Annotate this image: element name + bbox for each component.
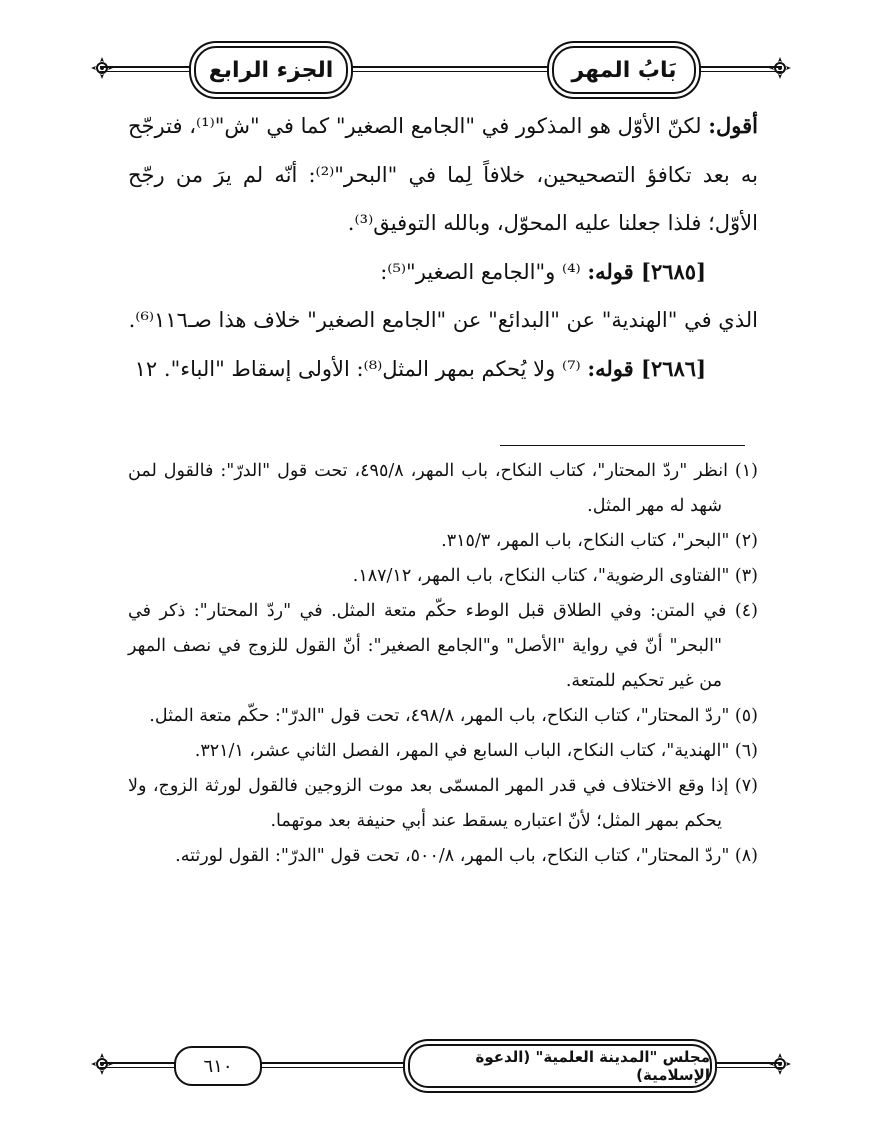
page-footer	[90, 1040, 792, 1088]
footnote-divider	[500, 445, 745, 446]
publisher-cartouche	[408, 1044, 712, 1088]
ornament-right-icon	[768, 56, 792, 80]
volume-title: الجزء الرابع	[208, 57, 334, 83]
ornament-left-icon	[90, 56, 114, 80]
paragraph-2	[128, 248, 758, 297]
footnote-5: (٥) "ردّ المحتار"، كتاب النكاح، باب المهر، ٤٩٨/٨، تحت قول "الدرّ": حكّم متعة المثل.	[149, 706, 758, 726]
paragraph-1	[128, 102, 758, 248]
main-text	[128, 102, 758, 393]
footnote-1: (١) انظر "ردّ المحتار"، كتاب النكاح، باب المهر، ٤٩٥/٨، تحت قول "الدرّ": فالقول لمن شهد له مهر المثل.	[128, 461, 758, 516]
keyword-qawluh-2: قوله:	[587, 355, 641, 381]
page-header	[90, 40, 792, 96]
page-number-box	[174, 1046, 262, 1086]
keyword-aqul: أقول:	[708, 113, 758, 138]
chapter-title: بَابُ المهر	[571, 57, 677, 83]
paragraph-4	[128, 345, 758, 394]
footnotes	[128, 454, 758, 874]
footnote-4: (٤) في المتن: وفي الطلاق قبل الوطء حكّم متعة المثل. في "ردّ المحتار": ذكر في "البحر" أنّ في رواية "الأصل" و"الجامع الصغير": أنّ القول للزوج في نصف المهر من غير تحكيم للمتعة.	[128, 601, 758, 691]
publisher-name: مجلس "المدينة العلمية" (الدعوة الإسلامية)	[475, 1048, 710, 1084]
footnote-7: (٧) إذا وقع الاختلاف في قدر المهر المسمّى بعد موت الزوجين فالقول لورثة الزوج، ولا يحكم بمهر المثل؛ لأنّ اعتباره يسقط عند أبي حنيفة بعد موتهما.	[128, 776, 758, 831]
footnote-8: (٨) "ردّ المحتار"، كتاب النكاح، باب المهر، ٥٠٠/٨، تحت قول "الدرّ": القول لورثته.	[175, 846, 758, 866]
footer-ornament-left-icon	[90, 1052, 114, 1076]
page-number: ٦١٠	[203, 1055, 233, 1077]
footnote-6: (٦) "الهندية"، كتاب النكاح، الباب السابع في المهر، الفصل الثاني عشر، ٣٢١/١.	[194, 741, 758, 761]
keyword-qawluh-1: قوله:	[587, 258, 641, 284]
footnote-3: (٣) "الفتاوى الرضوية"، كتاب النكاح، باب المهر، ١٨٧/١٢.	[352, 566, 758, 586]
paragraph-3-text: الذي في "الهندية" عن "البدائع" عن "الجامع الصغير" خلاف هذا صـ١١٦⁽⁶⁾.	[128, 308, 758, 332]
chapter-title-cartouche	[552, 46, 696, 94]
paragraph-4-text: ⁽⁷⁾ ولا يُحكم بمهر المثل⁽⁸⁾: الأولى إسقاط "الباء". ١٢	[134, 356, 588, 381]
paragraph-1-text: لكنّ الأوّل هو المذكور في "الجامع الصغير" كما في "ش"⁽¹⁾، فترجّح به بعد تكافؤ التصحيحين، خلافاً لِما في "البحر"⁽²⁾: أنّه لم يرَ من رجّح الأوّل؛ فلذا جعلنا عليه المحوّل، وبالله التوفيق⁽³⁾.	[128, 114, 758, 235]
paragraph-3	[128, 296, 758, 345]
volume-title-cartouche	[194, 46, 348, 94]
paragraph-2-text: ⁽⁴⁾ و"الجامع الصغير"⁽⁵⁾:	[380, 259, 588, 284]
entry-number-2685: [٢٦٨٥]	[641, 258, 706, 284]
footer-ornament-right-icon	[768, 1052, 792, 1076]
footnote-2: (٢) "البحر"، كتاب النكاح، باب المهر، ٣١٥/٣.	[441, 531, 758, 551]
entry-number-2686: [٢٦٨٦]	[641, 355, 706, 381]
